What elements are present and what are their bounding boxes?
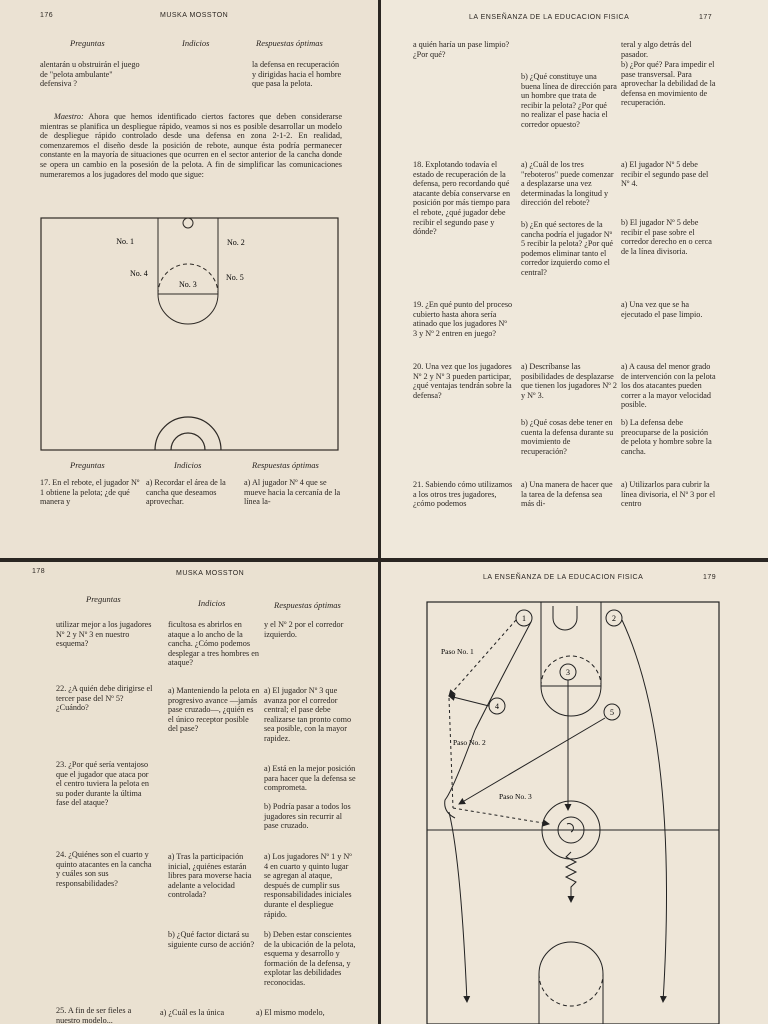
question-25: 25. A fin de ser fieles a nuestro modelo... (56, 1006, 132, 1024)
maestro-paragraph (40, 112, 342, 179)
col-header-indicios: Indicios (182, 38, 210, 48)
answer-18-a: a) El jugador Nº 5 debe recibir el segundo pase del Nº 4. (621, 160, 709, 189)
pass-3-line (453, 808, 549, 824)
hint-24-b: b) ¿Qué factor dictará su siguiente curso de acción? (168, 930, 255, 949)
fast-break-diagram (381, 562, 768, 1024)
question-17: 17. En el rebote, el jugador Nº 1 obtiene la pelota; ¿de qué manera y (40, 478, 140, 507)
hint-20-a: a) Descríbanse las posibilidades de desplazarse que tienen los jugadores Nº 2 y Nº 3. (521, 362, 617, 400)
answer-22: a) El jugador Nº 3 que avanza por el corredor central; el pase debe realizarse tan pronto como sea posible, con la mayor rapidez. (264, 686, 352, 743)
court-boundary (41, 218, 338, 450)
page-179 (381, 562, 768, 1024)
hint-22: a) Manteniendo la pelota en progresivo avance —jamás pase cruzado—, ¿quién es el único receptor posible del pase? (168, 686, 260, 734)
answer-19: a) Una vez que se ha ejecutado el pase limpio. (621, 300, 703, 319)
col-header-indicios-2: Indicios (174, 460, 202, 470)
col-header-respuestas-2: Respuestas óptimas (252, 460, 319, 470)
move-left-lane (449, 812, 467, 1002)
col-header-preguntas-2: Preguntas (70, 460, 105, 470)
col-header-indicios: Indicios (198, 598, 226, 608)
question-text: a quién haría un pase limpio? ¿Por qué? (413, 40, 510, 59)
page-176 (0, 0, 378, 558)
page-number: 179 (703, 574, 717, 581)
move-4-line (449, 696, 489, 706)
answer-text: y el Nº 2 por el corredor izquierdo. (264, 620, 344, 639)
step-1-label: Paso No. 1 (441, 647, 474, 656)
answer-25: a) El mismo modelo, (256, 1008, 325, 1017)
hint-text: ficultosa es abrirlos en ataque a lo ancho de la cancha. ¿Cómo podemos desplegar a tres hombres en ataque? (168, 620, 259, 668)
player-4-label: 4 (495, 702, 499, 711)
answer-24-b: b) Deben estar conscientes de la ubicación de la pelota, esquema y desarrollo y formación de la defensa, y explotar las debilidades reconocidas. (264, 930, 356, 987)
court-label-no2: No. 2 (227, 238, 245, 247)
hint-18-a: a) ¿Cuál de los tres "reboteros" puede comenzar a desplazarse una vez determinadas la longitud y dirección del rebote? (521, 160, 614, 208)
step-3-label: Paso No. 3 (499, 792, 532, 801)
move-5-line (459, 718, 605, 804)
question-19: 19. ¿En qué punto del proceso cubierto hasta ahora sería atinado que los jugadores Nº 3 y Nº 2 entren en juego? (413, 300, 513, 338)
pivot-mark (567, 824, 573, 832)
free-throw-arc (541, 686, 601, 716)
player-2-label: 2 (612, 614, 616, 623)
pass-1-line (449, 620, 516, 696)
answer-b: b) ¿Por qué? Para impedir el pase transversal. Para aprovechar la debilidad de la defensa en movimiento de recuperación. (621, 60, 716, 108)
answer-23-b: b) Podría pasar a todos los jugadores sin recurrir al pase cruzado. (264, 802, 351, 831)
answer-23-a: a) Está en la mejor posición para hacer que la defensa se comprometa. (264, 764, 356, 793)
page-number: 177 (699, 14, 713, 21)
hint-24-a: a) Tras la participación inicial, ¿quiénes estarán libres para moverse hacia adelante a velocidad controlada? (168, 852, 252, 900)
answer-18-b: b) El jugador Nº 5 debe recibir el pase sobre el corredor derecho en o cerca de la línea divisoria. (621, 218, 712, 256)
question-20: 20. Una vez que los jugadores Nº 2 y Nº 3 pueden participar, ¿qué ventajas tendrán sobre la defensa? (413, 362, 512, 400)
court-label-no1: No. 1 (116, 237, 134, 246)
answer-24-a: a) Los jugadores Nº 1 y Nº 4 en cuarto y quinto lugar se agregan al ataque, después de cumplir sus responsabilidades iniciales durante el despliegue rápido. (264, 852, 352, 919)
question-24: 24. ¿Quiénes son el cuarto y quinto atacantes en la cancha y cuáles son sus responsabilidades? (56, 850, 152, 888)
dribble-line (566, 852, 576, 902)
col-header-preguntas: Preguntas (86, 594, 121, 604)
center-circle-inner (171, 433, 205, 450)
free-throw-arc-bottom (539, 974, 603, 1006)
col-header-preguntas: Preguntas (70, 38, 105, 48)
basket-top (553, 606, 577, 630)
basket-ring (183, 218, 193, 228)
free-throw-arc (158, 294, 218, 324)
running-head: MUSKA MOSSTON (160, 12, 229, 19)
hint-21: a) Una manera de hacer que la tarea de la defensa sea más di- (521, 480, 613, 509)
court-label-no3: No. 3 (179, 280, 197, 289)
question-text: utilizar mejor a los jugadores Nº 2 y Nº 3 en nuestro esquema? (56, 620, 152, 649)
running-head: LA ENSEÑANZA DE LA EDUCACION FISICA (469, 14, 630, 21)
col-header-respuestas: Respuestas óptimas (274, 600, 341, 610)
maestro-label: Maestro: (54, 112, 84, 121)
page-178 (0, 562, 378, 1024)
move-1-line (475, 622, 531, 730)
question-23: 23. ¿Por qué sería ventajoso que el jugador que ataca por el centro tuviera la pelota en su poder durante la última fase del ataque? (56, 760, 149, 808)
free-throw-arc-dashed (158, 264, 218, 294)
answer-20-a: a) A causa del menor grado de intervención con la pelota los dos atacantes pueden correr a la mayor velocidad posible. (621, 362, 716, 410)
page-number: 176 (40, 12, 54, 19)
player-5-label: 5 (610, 708, 614, 717)
maestro-text: Ahora que hemos identificado ciertos factores que deben considerarse mientras se planifica un despliegue rápido, veamos si nos es posible desarrollar un modelo de despliegue rápido controlado desde una defensa en zona 2-1-2. En realidad, comenzaremos el diseño desde la posición de rebote, aunque ésta podría permanecer constante en la mayoría de situaciones que ocurren en el sector anterior de la cancha donde se opera un cambio en la posesión de la pelota. A fin de simplificar las comunicaciones numeraremos a los jugadores del modo que sigue: (40, 112, 342, 179)
player-1-label: 1 (522, 614, 526, 623)
question-21: 21. Sabiendo cómo utilizamos a los otros tres jugadores, ¿cómo podemos (413, 480, 513, 509)
hint-18-b: b) ¿En qué sectores de la cancha podría el jugador Nº 5 recibir la pelota? ¿Por qué podemos eliminar tanto el corredor izquierdo como el central? (521, 220, 614, 277)
question-text: alentarán u obstruirán el juego de "pelota ambulante" defensiva ? (40, 60, 140, 89)
answer-21: a) Utilizarlos para cubrir la línea divisoria, el Nº 3 por el centro (621, 480, 716, 509)
court-label-no5: No. 5 (226, 273, 244, 282)
court-diagram (40, 212, 340, 452)
hint-20-b: b) ¿Qué cosas debe tener en cuenta la defensa durante su movimiento de recuperación? (521, 418, 614, 456)
hint-b: b) ¿Qué constituye una buena línea de dirección para un hombre que trata de recibir la pelota? ¿Por qué no realizar el pase hacia el corredor opuesto? (521, 72, 617, 129)
court-label-no4: No. 4 (130, 269, 148, 278)
col-header-respuestas: Respuestas óptimas (256, 38, 323, 48)
question-18: 18. Explotando todavía el estado de recuperación de la defensa, pero recordando qué atacante debía conservarse en posición por más tiempo para el rebote, ¿qué jugador debe recibir el segundo pase y dónde? (413, 160, 511, 237)
answer-17: a) Al jugador Nº 4 que se mueve hacia la cercanía de la línea la- (244, 478, 341, 507)
hint-25: a) ¿Cuál es la única (160, 1008, 225, 1017)
answer-20-b: b) La defensa debe preocuparse de la posición de pelota y hombre sobre la cancha. (621, 418, 712, 456)
running-head: LA ENSEÑANZA DE LA EDUCACION FISICA (483, 574, 644, 581)
step-2-label: Paso No. 2 (453, 738, 486, 747)
key-lane-bottom (539, 942, 603, 1024)
hint-17: a) Recordar el área de la cancha que deseamos aprovechar. (146, 478, 226, 507)
page-177 (381, 0, 768, 558)
answer-text: la defensa en recuperación y dirigidas hacia el hombre que pasa la pelota. (252, 60, 342, 89)
answer-text: teral y algo detrás del pasador. (621, 40, 692, 59)
running-head: MUSKA MOSSTON (176, 570, 245, 577)
page-number: 178 (32, 568, 46, 575)
question-22: 22. ¿A quién debe dirigirse el tercer pase del Nº 5? ¿Cuándo? (56, 684, 153, 713)
player-3-label: 3 (566, 668, 570, 677)
move-2-line (622, 620, 667, 1002)
